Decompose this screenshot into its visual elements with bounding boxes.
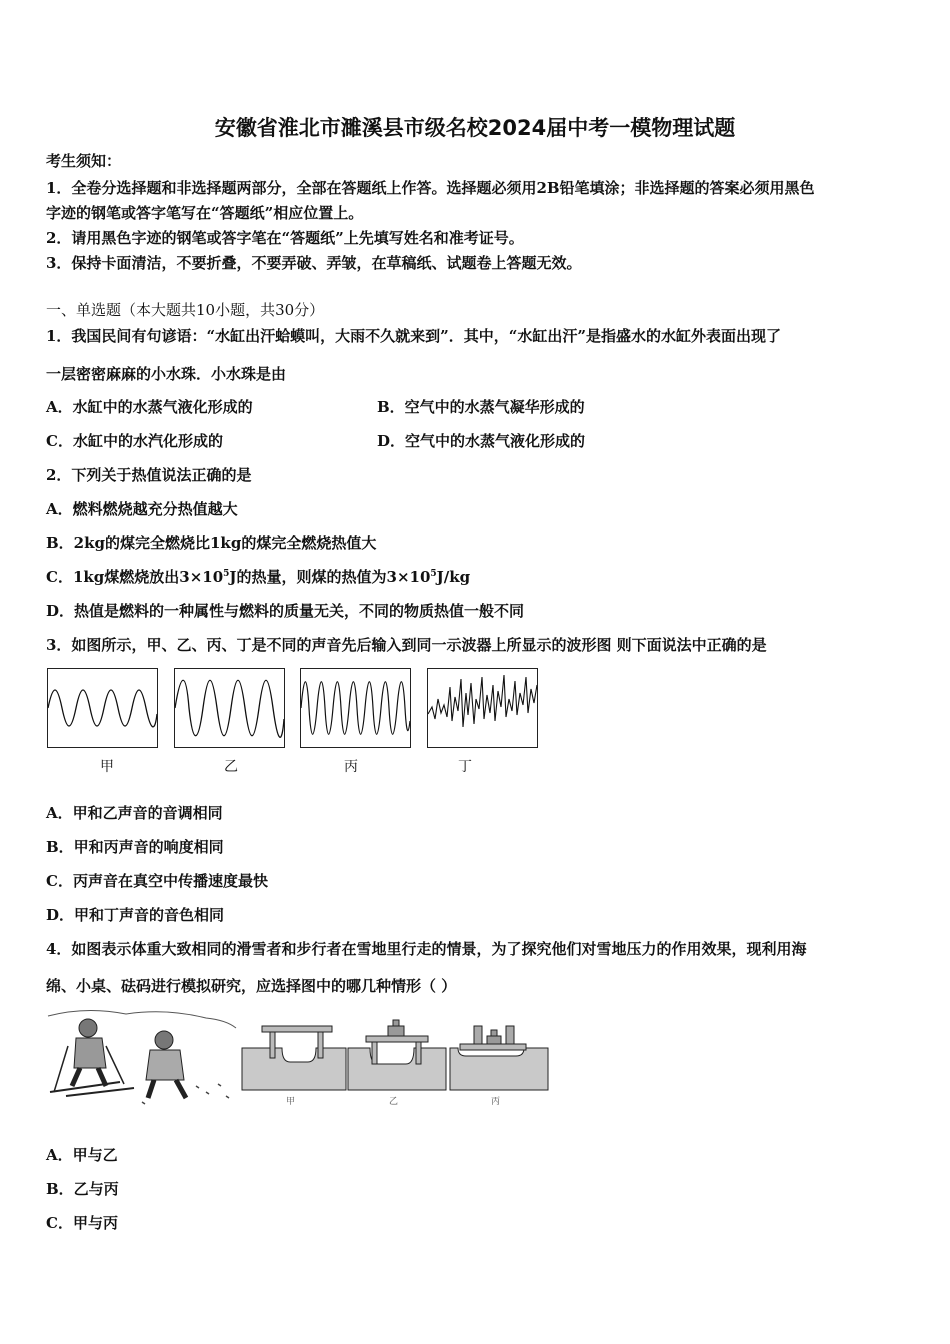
q4-option-c: C．甲与丙 xyxy=(46,1214,118,1232)
notice-heading: 考生须知： xyxy=(46,152,122,170)
q3-option-b: B．甲和丙声音的响度相同 xyxy=(46,838,224,856)
q4-fig-label-bing: 丙 xyxy=(491,1097,501,1107)
waveform-jia xyxy=(47,668,158,748)
q4-option-a: A．甲与乙 xyxy=(46,1146,118,1164)
q2-option-d: D．热值是燃料的一种属性与燃料的质量无关，不同的物质热值一般不同 xyxy=(46,602,525,620)
q2-option-c-part1: C．1kg煤燃烧放出3×10 xyxy=(46,568,224,586)
waveform-yi xyxy=(174,668,285,748)
q1-option-a: A．水缸中的水蒸气液化形成的 xyxy=(46,398,253,416)
q1-option-b: B．空气中的水蒸气凝华形成的 xyxy=(377,398,585,416)
q2-option-c-exp1: 5 xyxy=(223,569,230,579)
q3-option-d: D．甲和丁声音的音色相同 xyxy=(46,906,225,924)
q4-figure xyxy=(46,1006,556,1110)
page-title: 安徽省淮北市濉溪县市级名校2024届中考一模物理试题 xyxy=(214,116,736,140)
q4-stem-line2: 绵、小桌、砝码进行模拟研究，应选择图中的哪几种情形（ ） xyxy=(46,977,457,995)
q3-option-c: C．丙声音在真空中传播速度最快 xyxy=(46,872,268,890)
q4-stem-line1: 4．如图表示体重大致相同的滑雪者和步行者在雪地里行走的情景，为了探究他们对雪地压力的作用效果，现利用海 xyxy=(46,940,807,958)
q1-stem-line1: 1．我国民间有句谚语：“水缸出汗蛤蟆叫，大雨不久就来到”．其中，“水缸出汗”是指盛水的水缸外表面出现了 xyxy=(46,327,781,345)
section-heading: 一、单选题（本大题共10小题，共30分） xyxy=(46,301,325,319)
waveform-jia-graphic xyxy=(48,669,157,747)
sponge-setup-bing xyxy=(450,1026,548,1090)
waveform-label-ding: 丁 xyxy=(458,759,472,775)
waveform-label-yi: 乙 xyxy=(224,759,238,775)
skier-walker-illustration xyxy=(48,1010,236,1104)
notice-item-1: 1．全卷分选择题和非选择题两部分，全部在答题纸上作答。选择题必须用2B铅笔填涂；非选择题的答案必须用黑色 xyxy=(46,179,815,197)
waveform-yi-graphic xyxy=(175,669,284,747)
q2-option-c-part2: J的热量，则煤的热值为3×10 xyxy=(229,568,431,586)
waveform-bing-graphic xyxy=(301,669,410,747)
notice-item-1-cont: 字迹的钢笔或答字笔写在“答题纸”相应位置上。 xyxy=(46,204,364,222)
q1-option-d: D．空气中的水蒸气液化形成的 xyxy=(377,432,586,450)
q2-stem: 2．下列关于热值说法正确的是 xyxy=(46,466,252,484)
q2-option-b: B．2kg的煤完全燃烧比1kg的煤完全燃烧热值大 xyxy=(46,534,377,552)
q3-stem: 3．如图所示，甲、乙、丙、丁是不同的声音先后输入到同一示波器上所显示的波形图 则下面说法中正确的是 xyxy=(46,636,767,654)
q4-fig-label-yi: 乙 xyxy=(389,1097,399,1107)
sponge-setup-yi xyxy=(348,1020,446,1090)
q4-fig-label-jia: 甲 xyxy=(286,1097,296,1107)
notice-item-2: 2．请用黑色字迹的钢笔或答字笔在“答题纸”上先填写姓名和准考证号。 xyxy=(46,229,524,247)
q2-option-c xyxy=(46,567,470,587)
q1-stem-line2: 一层密密麻麻的小水珠．小水珠是由 xyxy=(46,365,287,383)
waveform-label-bing: 丙 xyxy=(344,759,358,775)
q2-option-a: A．燃料燃烧越充分热值越大 xyxy=(46,500,238,518)
q2-option-c-exp2: 5 xyxy=(430,569,437,579)
sponge-setup-jia xyxy=(242,1026,346,1090)
notice-item-3: 3．保持卡面清洁，不要折叠，不要弄破、弄皱，在草稿纸、试题卷上答题无效。 xyxy=(46,254,582,272)
waveform-label-jia: 甲 xyxy=(100,759,114,775)
q2-option-c-part3: J/kg xyxy=(436,568,471,586)
waveform-ding-graphic xyxy=(428,669,537,747)
waveform-bing xyxy=(300,668,411,748)
q3-option-a: A．甲和乙声音的音调相同 xyxy=(46,804,223,822)
q1-option-c: C．水缸中的水汽化形成的 xyxy=(46,432,223,450)
q4-option-b: B．乙与丙 xyxy=(46,1180,119,1198)
waveform-ding xyxy=(427,668,538,748)
